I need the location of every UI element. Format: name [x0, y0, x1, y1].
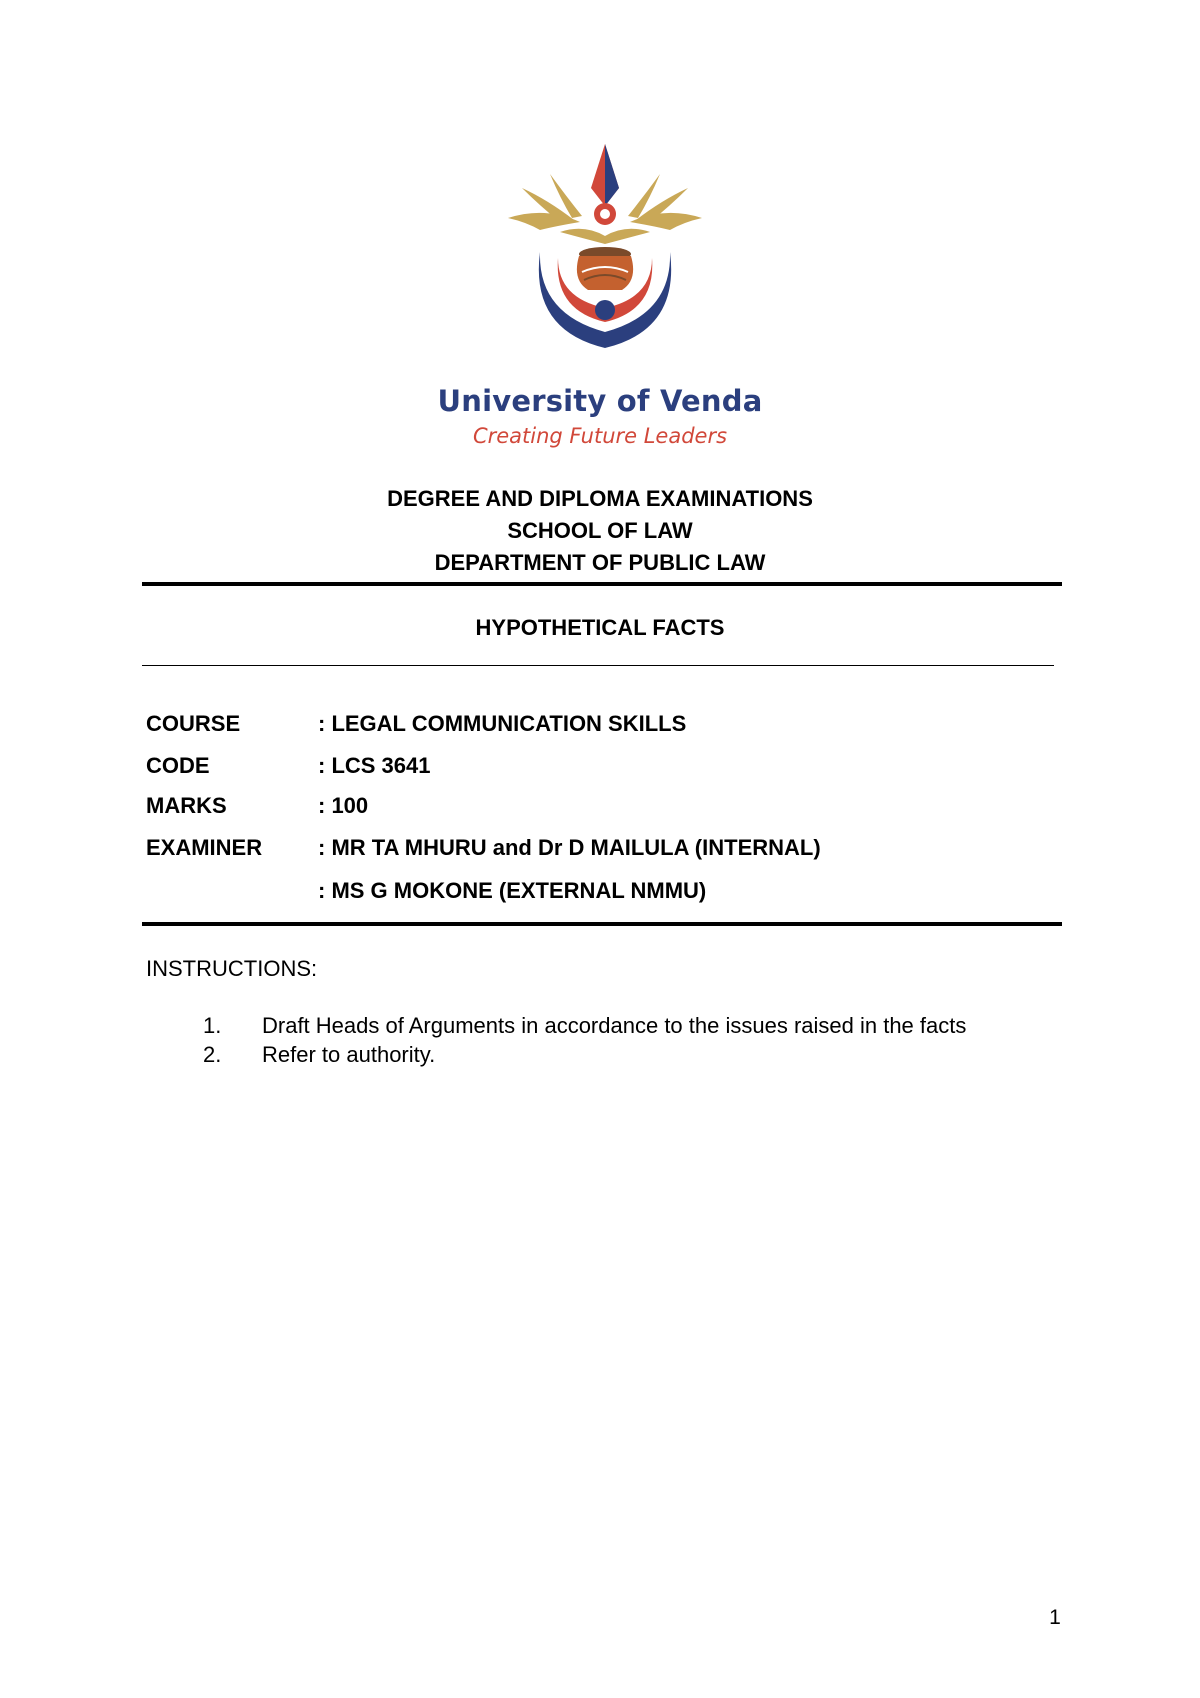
- examiner-label: EXAMINER: [146, 835, 263, 860]
- paper-title: HYPOTHETICAL FACTS: [475, 615, 725, 640]
- department-heading: DEPARTMENT OF PUBLIC LAW: [434, 550, 766, 575]
- instruction-number: 2.: [203, 1042, 222, 1067]
- examiner-internal-value: : MR TA MHURU and Dr D MAILULA (INTERNAL): [318, 835, 821, 860]
- marks-label: MARKS: [146, 793, 227, 818]
- university-motto: Creating Future Leaders: [472, 424, 728, 448]
- marks-value: : 100: [318, 793, 369, 818]
- code-value: : LCS 3641: [318, 753, 431, 778]
- title-divider: [142, 665, 1054, 666]
- examiner-external-value: : MS G MOKONE (EXTERNAL NMMU): [318, 878, 707, 903]
- school-heading: SCHOOL OF LAW: [507, 518, 693, 543]
- instruction-text: Draft Heads of Arguments in accordance to the issues raised in the facts: [262, 1013, 967, 1038]
- course-value: : LEGAL COMMUNICATION SKILLS: [318, 711, 687, 736]
- instructions-title: INSTRUCTIONS:: [146, 956, 318, 981]
- course-label: COURSE: [146, 711, 241, 736]
- exam-heading: DEGREE AND DIPLOMA EXAMINATIONS: [387, 486, 813, 511]
- code-label: CODE: [146, 753, 210, 778]
- top-divider: [142, 582, 1062, 586]
- instruction-number: 1.: [203, 1013, 222, 1038]
- bottom-divider: [142, 922, 1062, 926]
- university-crest-logo: [500, 140, 710, 380]
- page-number: 1: [1049, 1606, 1061, 1629]
- instruction-text: Refer to authority.: [262, 1042, 436, 1067]
- university-name: University of Venda: [437, 384, 763, 418]
